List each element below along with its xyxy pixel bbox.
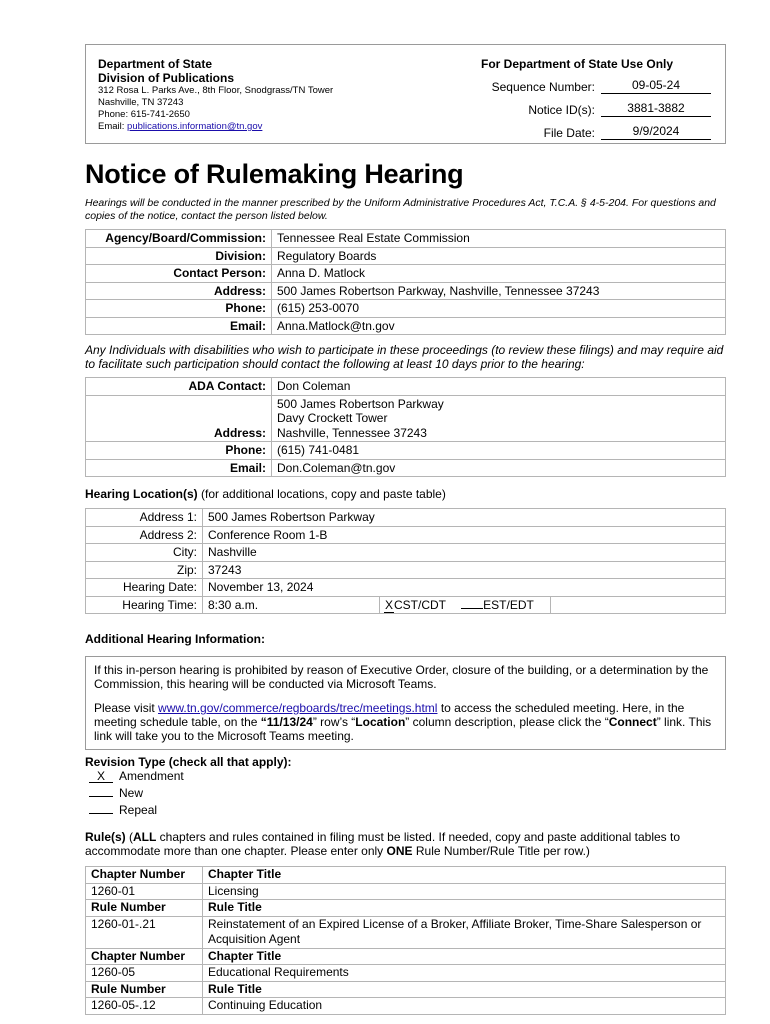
revision-checkbox[interactable] bbox=[89, 784, 113, 797]
hearing-time-cell bbox=[203, 596, 726, 614]
intro-text: Hearings will be conducted in the manner prescribed by the Uniform Administrative Procedures Act, T.C.A. § 4-5-204. For questions and copies of the notice, contact the person listed below. bbox=[85, 197, 716, 222]
rules-number-cell: 1260-01 bbox=[86, 883, 203, 900]
ada-address-line: Davy Crockett Tower bbox=[277, 411, 388, 425]
email-label: Email: bbox=[98, 121, 128, 132]
publisher-email-link[interactable]: publications.information@tn.gov bbox=[127, 121, 263, 132]
rules-row bbox=[86, 948, 726, 965]
est-label: EST/EDT bbox=[483, 597, 534, 612]
publisher-address1: 312 Rosa L. Parks Ave., 8th Floor, Snodgrass/TN Tower bbox=[98, 85, 334, 96]
notice-value: 3881-3882 bbox=[601, 101, 711, 117]
revision-checkbox[interactable] bbox=[89, 801, 113, 814]
rules-number-cell: 1260-05 bbox=[86, 965, 203, 982]
agency-label: Address: bbox=[86, 282, 272, 300]
header-box bbox=[85, 44, 726, 144]
rules-number-cell: 1260-01-.21 bbox=[86, 916, 203, 948]
hearing-table bbox=[85, 508, 726, 614]
hearing-label: Address 2: bbox=[86, 526, 203, 544]
hearing-location-note: (for additional locations, copy and paste table) bbox=[197, 487, 446, 501]
page-title: Notice of Rulemaking Hearing bbox=[85, 159, 464, 189]
agency-row bbox=[86, 282, 726, 300]
rules-header-cell: Chapter Number bbox=[86, 948, 203, 965]
agency-value: Regulatory Boards bbox=[272, 247, 726, 265]
agency-label: Email: bbox=[86, 317, 272, 335]
agency-value: Anna D. Matlock bbox=[272, 265, 726, 283]
hearing-row bbox=[86, 526, 726, 544]
ada-address-line: Nashville, Tennessee 37243 bbox=[277, 425, 427, 440]
timezone-cell bbox=[379, 597, 551, 614]
est-mark[interactable] bbox=[461, 598, 483, 609]
rules-title-cell: Continuing Education bbox=[203, 998, 726, 1015]
rules-row bbox=[86, 916, 726, 948]
ada-phone-label: Phone: bbox=[86, 442, 272, 460]
agency-label: Phone: bbox=[86, 300, 272, 318]
timezone-empty-cell bbox=[551, 597, 725, 614]
hearing-value: Conference Room 1-B bbox=[203, 526, 726, 544]
rules-header-cell: Rule Title bbox=[203, 981, 726, 998]
agency-value: Tennessee Real Estate Commission bbox=[272, 230, 726, 248]
rules-note bbox=[85, 830, 726, 858]
revision-label: New bbox=[119, 786, 144, 800]
additional-info-box bbox=[85, 656, 726, 750]
rules-note-f: Rule Number/Rule Title per row.) bbox=[412, 844, 590, 858]
rules-header-cell: Chapter Number bbox=[86, 867, 203, 884]
agency-row bbox=[86, 265, 726, 283]
publisher-block bbox=[98, 57, 333, 133]
dept-name: Department of State bbox=[98, 57, 213, 71]
revision-item bbox=[89, 801, 726, 818]
rules-number-cell: 1260-05-.12 bbox=[86, 998, 203, 1015]
ada-email-value: Don.Coleman@tn.gov bbox=[272, 459, 726, 477]
revision-heading: Revision Type (check all that apply): bbox=[85, 755, 292, 769]
rules-header-cell: Rule Title bbox=[203, 900, 726, 917]
rules-row bbox=[86, 998, 726, 1015]
rules-note-b: ( bbox=[125, 830, 134, 844]
p2-text-b: to access the scheduled meeting. Here, in the meeting schedule table, on the bbox=[94, 701, 685, 729]
notice-label: Notice ID(s): bbox=[528, 103, 595, 117]
ada-address-label: Address: bbox=[86, 395, 272, 442]
p2-location: Location bbox=[355, 715, 406, 729]
hearing-label: Zip: bbox=[86, 561, 203, 579]
ada-address-line: 500 James Robertson Parkway bbox=[277, 396, 444, 411]
document-page bbox=[85, 44, 726, 1015]
hearing-value: 37243 bbox=[203, 561, 726, 579]
file-date-label: File Date: bbox=[543, 126, 595, 140]
p2-date: “11/13/24 bbox=[260, 715, 313, 729]
rules-header-cell: Rule Number bbox=[86, 981, 203, 998]
rules-row bbox=[86, 883, 726, 900]
agency-label: Contact Person: bbox=[86, 265, 272, 283]
rules-title-cell: Licensing bbox=[203, 883, 726, 900]
publisher-phone: Phone: 615-741-2650 bbox=[98, 109, 190, 120]
rules-header-cell: Chapter Title bbox=[203, 948, 726, 965]
agency-table bbox=[85, 229, 726, 335]
agency-label: Agency/Board/Commission: bbox=[86, 230, 272, 248]
hearing-label: City: bbox=[86, 544, 203, 562]
use-only-title: For Department of State Use Only bbox=[481, 57, 674, 71]
ada-phone-value: (615) 741-0481 bbox=[272, 442, 726, 460]
ada-note: Any Individuals with disabilities who wish to participate in these proceedings (to review these filings) and may require aid to facilitate such participation should contact the following at least 10 days prior to the hearing: bbox=[85, 343, 724, 371]
hearing-location-title: Hearing Location(s) bbox=[85, 487, 198, 501]
p2-text-c: ” row’s “ bbox=[312, 715, 356, 729]
agency-row bbox=[86, 247, 726, 265]
revision-label: Amendment bbox=[119, 769, 184, 783]
agency-row bbox=[86, 230, 726, 248]
rules-header-cell: Chapter Title bbox=[203, 867, 726, 884]
p2-text-a: Please visit bbox=[94, 701, 159, 715]
hearing-row bbox=[86, 579, 726, 597]
rules-note-d: chapters and rules contained in filing must be listed. If needed, copy and paste additional tables to accommodate more than one chapter. Please enter only bbox=[85, 830, 681, 858]
cst-label: CST/CDT bbox=[394, 597, 446, 612]
agency-value: Anna.Matlock@tn.gov bbox=[272, 317, 726, 335]
agency-row bbox=[86, 300, 726, 318]
hearing-time-label: Hearing Time: bbox=[86, 596, 203, 614]
revision-item bbox=[89, 784, 726, 801]
agency-value: (615) 253-0070 bbox=[272, 300, 726, 318]
rules-note-a: Rule(s) bbox=[85, 830, 126, 844]
hearing-row bbox=[86, 561, 726, 579]
rules-row bbox=[86, 867, 726, 884]
rules-header-cell: Rule Number bbox=[86, 900, 203, 917]
rules-table bbox=[85, 866, 726, 1015]
ada-table bbox=[85, 377, 726, 477]
revision-checkbox[interactable]: X bbox=[89, 770, 113, 783]
rules-note-e: ONE bbox=[386, 844, 413, 858]
hearing-label: Address 1: bbox=[86, 509, 203, 527]
additional-heading: Additional Hearing Information: bbox=[85, 632, 265, 646]
hearing-row bbox=[86, 544, 726, 562]
p2-text-e: ” link. This link will take you to the Microsoft Teams meeting. bbox=[94, 715, 712, 743]
meetings-link[interactable]: www.tn.gov/commerce/regboards/trec/meetings.html bbox=[158, 701, 438, 715]
publisher-email-line bbox=[98, 121, 333, 133]
ada-email-label: Email: bbox=[86, 459, 272, 477]
p2-text-d: ” column description, please click the “ bbox=[405, 715, 609, 729]
revision-item bbox=[89, 769, 726, 784]
p2-connect: Connect bbox=[608, 715, 657, 729]
file-date-row bbox=[481, 121, 721, 140]
hearing-value: November 13, 2024 bbox=[203, 579, 726, 597]
sequence-label: Sequence Number: bbox=[491, 80, 595, 94]
ada-address-value bbox=[272, 395, 726, 442]
file-date-value: 9/9/2024 bbox=[601, 124, 711, 140]
revision-label: Repeal bbox=[119, 803, 158, 817]
revision-list bbox=[89, 769, 726, 818]
hearing-time-value: 8:30 a.m. bbox=[208, 597, 259, 612]
hearing-value: 500 James Robertson Parkway bbox=[203, 509, 726, 527]
hearing-row bbox=[86, 509, 726, 527]
hearing-location-heading bbox=[85, 487, 726, 501]
rules-row bbox=[86, 900, 726, 917]
rules-row bbox=[86, 965, 726, 982]
cst-mark[interactable]: X bbox=[385, 597, 394, 612]
additional-p1: If this in-person hearing is prohibited by reason of Executive Order, closure of the building, or a determination by the Commission, this hearing will be conducted via Microsoft Teams. bbox=[94, 663, 709, 691]
agency-value: 500 James Robertson Parkway, Nashville, Tennessee 37243 bbox=[272, 282, 726, 300]
hearing-label: Hearing Date: bbox=[86, 579, 203, 597]
sequence-row bbox=[481, 75, 721, 94]
ada-contact-label: ADA Contact: bbox=[86, 378, 272, 396]
rules-row bbox=[86, 981, 726, 998]
sequence-value: 09-05-24 bbox=[601, 78, 711, 94]
notice-row bbox=[481, 98, 721, 117]
publisher-address2: Nashville, TN 37243 bbox=[98, 97, 184, 108]
additional-p2 bbox=[94, 701, 717, 743]
agency-row bbox=[86, 317, 726, 335]
hearing-value: Nashville bbox=[203, 544, 726, 562]
ada-contact-value: Don Coleman bbox=[272, 378, 726, 396]
rules-note-c: ALL bbox=[133, 830, 157, 844]
division-name: Division of Publications bbox=[98, 71, 235, 85]
use-only-block bbox=[481, 57, 721, 140]
agency-label: Division: bbox=[86, 247, 272, 265]
rules-title-cell: Educational Requirements bbox=[203, 965, 726, 982]
rules-title-cell: Reinstatement of an Expired License of a Broker, Affiliate Broker, Time-Share Salesperson or Acquisition Agent bbox=[203, 916, 726, 948]
